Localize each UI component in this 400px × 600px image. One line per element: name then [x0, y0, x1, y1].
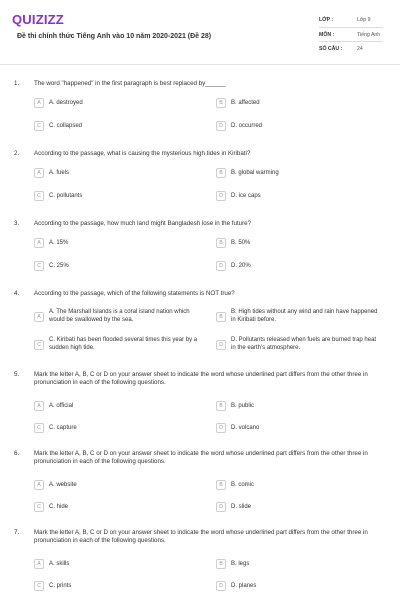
option-text: B. comic [231, 482, 255, 488]
option-text: B. 50% [231, 240, 251, 246]
option-letter-badge: D [216, 261, 226, 271]
option-letter-badge: A [34, 238, 44, 248]
option-text: A. destroyed [49, 100, 83, 106]
option-letter-badge: B [216, 401, 226, 411]
option-letter-badge: C [34, 261, 44, 271]
option-letter-badge: C [34, 502, 44, 512]
option-letter-badge: D [216, 423, 226, 433]
option-text: C. pollutants [49, 193, 83, 199]
option-letter-badge: A [34, 312, 44, 322]
question-number: 6. [14, 450, 20, 457]
option-letter-badge: C [34, 423, 44, 433]
option-text: D. volcano [231, 425, 260, 431]
option-text: B. affected [231, 100, 260, 106]
meta-label: SỐ CÂU : [319, 46, 343, 52]
option-letter-badge: A [34, 168, 44, 178]
question-number: 3. [14, 220, 20, 227]
option-letter-badge: A [34, 480, 44, 490]
question-text: According to the passage, how much land might Bangladesh lose in the future? [34, 220, 252, 227]
option-text: D. slide [231, 504, 252, 510]
option-letter-badge: D [216, 191, 226, 201]
option-letter-badge: B [216, 98, 226, 108]
question-number: 4. [14, 290, 20, 297]
question-number: 7. [14, 529, 20, 536]
meta-value: 24 [357, 46, 363, 52]
option-text: B. legs [231, 561, 250, 567]
quizizz-logo: QUIZIZZ [12, 12, 64, 27]
option-text: A. The Marshall Islands is a coral island nation which would be swallowed by the sea. [49, 309, 190, 323]
option-text: B. public [231, 403, 255, 409]
option-text: B. global warming [231, 170, 279, 176]
option-text: C. 25% [49, 263, 69, 269]
option-text: C. capture [49, 425, 77, 431]
option-letter-badge: D [216, 121, 226, 131]
question-text: According to the passage, which of the following statements is NOT true? [34, 290, 235, 297]
option-letter-badge: A [34, 559, 44, 569]
option-letter-badge: B [216, 312, 226, 322]
option-text: D. occurred [231, 123, 263, 129]
option-letter-badge: B [216, 559, 226, 569]
option-text: C. hide [49, 504, 69, 510]
option-letter-badge: A [34, 98, 44, 108]
option-text: D. ice caps [231, 193, 261, 199]
option-text: C. collapsed [49, 123, 83, 129]
option-text: A. 15% [49, 240, 69, 246]
option-text: A. official [49, 403, 74, 409]
option-text: D. planes [231, 583, 257, 589]
header-divider [0, 64, 400, 65]
option-text: A. website [49, 482, 77, 488]
option-text: B. High tides without any wind and rain have happened in Kiribati before. [231, 309, 378, 323]
option-letter-badge: B [216, 480, 226, 490]
option-letter-badge: A [34, 401, 44, 411]
option-letter-badge: C [34, 340, 44, 350]
option-text: D. Pollutants released when fuels are burned trap heat in the earth's atmosphere. [231, 337, 377, 351]
meta-value: Tiếng Anh [357, 32, 381, 38]
question-number: 2. [14, 150, 20, 157]
document-title: Đề thi chính thức Tiếng Anh vào 10 năm 2020-2021 (Đề 28) [17, 33, 212, 40]
option-letter-badge: D [216, 502, 226, 512]
option-letter-badge: C [34, 121, 44, 131]
option-letter-badge: B [216, 238, 226, 248]
option-text: D. 20% [231, 263, 251, 269]
option-letter-badge: D [216, 340, 226, 350]
option-letter-badge: C [34, 581, 44, 591]
meta-label: LỚP : [319, 17, 334, 23]
option-text: C. prints [49, 583, 72, 589]
option-letter-badge: D [216, 581, 226, 591]
question-text: Mark the letter A, B, C or D on your answer sheet to indicate the word whose underlined part differs from the other three in pronunciation in each of the following questions. [34, 371, 368, 387]
meta-label: MÔN : [319, 32, 335, 38]
option-text: C. Kiribati has been flooded several times this year by a sudden high tide. [49, 337, 198, 351]
meta-rule [319, 41, 383, 42]
option-text: A. fuels [49, 170, 70, 176]
option-text: A. skills [49, 561, 70, 567]
meta-rule [319, 27, 383, 28]
question-number: 5. [14, 371, 20, 378]
question-text: The word "happened" in the first paragraph is best replaced by______ [34, 80, 226, 87]
question-number: 1. [14, 80, 20, 87]
option-letter-badge: C [34, 191, 44, 201]
question-text: According to the passage, what is causing the mysterious high tides in Kiribati? [34, 150, 251, 157]
question-text: Mark the letter A, B, C or D on your answer sheet to indicate the word whose underlined part differs from the other three in pronunciation in each of the following questions. [34, 529, 368, 545]
question-text: Mark the letter A, B, C or D on your answer sheet to indicate the word whose underlined part differs from the other three in pronunciation in each of the following questions. [34, 450, 368, 466]
meta-value: Lớp 9 [357, 17, 371, 23]
option-letter-badge: B [216, 168, 226, 178]
